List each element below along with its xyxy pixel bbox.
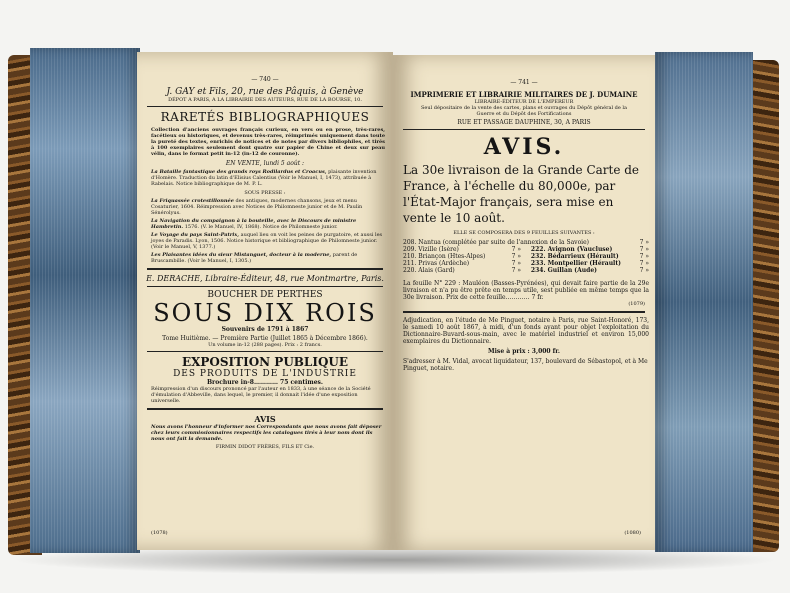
left-page bbox=[137, 52, 393, 550]
right-footer-number: (1080) bbox=[624, 530, 641, 536]
en-vente-label: EN VENTE, lundi 5 août : bbox=[225, 160, 305, 167]
format-line: Un volume in-12 (288 pages). Prix : 2 francs. bbox=[208, 342, 322, 348]
sheet-right: 234. Guillan (Aude) bbox=[530, 267, 597, 274]
presse-item-title: La Navigation du compaignon à la bouteille, avec le Discours de ministre Hambretin. bbox=[151, 218, 357, 230]
presse-item bbox=[137, 198, 393, 216]
avis-heading: AVIS. bbox=[483, 134, 565, 160]
author-name: BOUCHER DE PERTHES bbox=[207, 290, 323, 300]
expo-subtitle: DES PRODUITS DE L'INDUSTRIE bbox=[173, 369, 357, 379]
right-page-footer bbox=[393, 530, 655, 536]
big-title: SOUS DIX ROIS bbox=[153, 299, 377, 327]
header-subtitle: LIBRAIRE-ÉDITEUR DE L'EMPEREUR bbox=[474, 99, 574, 105]
sheet-right-price: 7 » bbox=[639, 246, 649, 253]
sheet-row bbox=[403, 239, 649, 246]
sheet-right: 233. Montpellier (Hérault) bbox=[530, 260, 621, 267]
sheet-left-price: 7 » bbox=[511, 267, 522, 274]
depot-line: DÉPOT A PARIS, A LA LIBRAIRIE DES AUTEURS, RUE DE LA BOURSE, 10. bbox=[168, 97, 362, 103]
announcement: La 30e livraison de la Grande Carte de France, à l'échelle du 80,000e, par l'État-Major français, sera mise en vente le 10 août. bbox=[403, 163, 640, 225]
sheets-list bbox=[393, 239, 655, 274]
right-page-edges bbox=[655, 52, 753, 552]
sheet-right: 232. Bédarrieux (Hérault) bbox=[530, 253, 619, 260]
publisher-line: J. GAY et Fils, 20, rue des Pâquis, à Genève bbox=[166, 87, 364, 97]
address-line: RUE ET PASSAGE DAUPHINE, 30, A PARIS bbox=[457, 119, 591, 126]
presse-item bbox=[137, 218, 393, 230]
presse-item-desc: des antiques, modernes chansons, jeux et menu Cosaturier, 1604. Réimpression avec Notices de Philomneste junior et de M. Paulin Sénérolyus. bbox=[151, 198, 363, 216]
sous-presse-label: SOUS PRESSE : bbox=[244, 190, 286, 196]
vente-item-title: La Bataille fantastique des grands roys Rodilardus et Croacus, bbox=[151, 169, 327, 175]
sheet-left-price: 7 » bbox=[511, 253, 522, 260]
sheet-left: 209. Vizille (Isère) bbox=[403, 246, 459, 253]
composition-line: ELLE SE COMPOSERA DES 9 FEUILLES SUIVANTES : bbox=[453, 230, 595, 236]
left-footer-number: (1078) bbox=[151, 530, 168, 536]
adjudication-text: Adjudication, en l'étude de Me Pinguet, notaire à Paris, rue Saint-Honoré, 173, le samedi 10 août 1867, à midi, d'un fonds ayant pour objet l'exploitation du Dictionnaire-Buvard-sous-main, avec le matériel industriel et environ 15,000 exemplaires du Dictionnaire. bbox=[403, 317, 649, 345]
right-page-number: — 741 — bbox=[510, 79, 538, 86]
expo-title: EXPOSITION PUBLIQUE bbox=[181, 355, 349, 369]
derache-line: E. DERACHE, Libraire-Éditeur, 48, rue Montmartre, Paris. bbox=[146, 274, 384, 283]
sheet-row bbox=[403, 246, 649, 253]
expo-description: Réimpression d'un discours prononcé par l'auteur en 1833, à une séance de la Société d'émulation d'Abbeville, dans lequel, le premier, il donnait l'idée d'une exposition universelle. bbox=[151, 386, 371, 404]
sheet-left: 220. Alais (Gard) bbox=[403, 267, 455, 274]
sheet-left-price: 7 » bbox=[511, 260, 522, 267]
brochure-line: Brochure in-8………… 75 centimes. bbox=[206, 379, 324, 386]
sheet-row bbox=[403, 253, 649, 260]
mise-a-prix: Mise à prix : 3,000 fr. bbox=[488, 348, 560, 355]
contact-text: S'adresser à M. Vidal, avocat liquidateur, 137, boulevard de Sébastopol, et à Me Pinguet, notaire. bbox=[403, 358, 648, 372]
presse-item bbox=[137, 232, 393, 250]
header-description: Seul dépositaire de la vente des cartes, plans et ouvrages du Dépôt général de la Guerre et du Dépôt des Fortifications bbox=[420, 105, 627, 117]
sheet-right-price: 7 » bbox=[639, 253, 649, 260]
header-title: IMPRIMERIE ET LIBRAIRIE MILITAIRES DE J. DUMAINE bbox=[410, 90, 638, 99]
sheet-right-price: 7 » bbox=[639, 260, 649, 267]
vente-item bbox=[137, 169, 393, 187]
sheet-left: 208. Nantua (complétée par suite de l'annexion de la Savoie) bbox=[403, 239, 589, 246]
right-page bbox=[393, 55, 655, 550]
signature: FIRMIN DIDOT FRÈRES, FILS ET Cie. bbox=[215, 444, 315, 450]
mauleon-note: La feuille N° 229 : Mauléon (Basses-Pyrénées), qui devait faire partie de la 29e livraison et n'a pu être prête en temps utile, sest publiée en même temps que la 30e livraison. Prix de cette feuille………… 7 fr. bbox=[403, 280, 649, 301]
left-page-number: — 740 — bbox=[251, 76, 279, 83]
left-page-edges bbox=[30, 48, 140, 553]
intro-text: Collection d'anciens ouvrages français curieux, en vers ou en prose, très-rares, facétieux ou historiques, et devenus très-rares, réimprimés uniquement dans toute la pureté des textes, enrichis de notices et de notes par divers bibliophiles, et tirés à 100 exemplaires seulement dont quatre sur papier de Chine et deux sur peau vélin, dans le format petit in-12 (in-12 de couronne). bbox=[151, 127, 385, 157]
sheet-left: 211. Privas (Ardèche) bbox=[403, 260, 470, 267]
section-title: RARETÉS BIBLIOGRAPHIQUES bbox=[160, 110, 370, 124]
presse-item-title: Le Voyage du pays Saint-Patrix, bbox=[151, 232, 240, 238]
avis-text: Nous avons l'honneur d'informer nos Correspondants que nous avons fait déposer chez leurs commissionnaires respectifs les catalogues tirés à leur nom dont ils nous ont fait la demande. bbox=[151, 424, 382, 442]
sheet-row bbox=[403, 260, 649, 267]
sheet-left-price: 7 » bbox=[511, 246, 522, 253]
sheet-right: 222. Avignon (Vaucluse) bbox=[530, 246, 613, 253]
sheet-left-price: 7 » bbox=[639, 239, 649, 246]
left-page-footer bbox=[137, 530, 393, 536]
presse-item bbox=[137, 252, 393, 264]
sheet-row bbox=[403, 267, 649, 274]
sheet-right-price: 7 » bbox=[639, 267, 649, 274]
ad-number: (1079) bbox=[628, 301, 645, 307]
subtitle: Souvenirs de 1791 à 1867 bbox=[221, 326, 309, 333]
presse-item-desc: parent de Bruscambille. (Voir le Manuel, I, 1305.) bbox=[151, 252, 358, 264]
presse-item-desc: 1576. (V. le Manuel, IV, 1868). Notice de Philomneste junior. bbox=[184, 224, 338, 230]
avis-title: AVIS bbox=[254, 414, 276, 424]
presse-item-title: Les Plaisantes idées du sieur Mistanguet, docteur à la moderne, bbox=[151, 252, 332, 258]
presse-item-title: La Friquassée crotestillonnée bbox=[151, 198, 234, 204]
presse-item-desc: auquel lieu on voit les peines de purgatoire, et aussi les joyes de Paradis. Lyon, 1506. Notice historique et bibliographique de Philomneste junior. (Voir le Manuel, V, 1377.) bbox=[151, 232, 383, 250]
vente-item-desc: plaisante invention d'Homère. Traduction du latin d'Elisius Calentius (Voir le Manuel, I, 1473), attribuée à Rabelais. Notice bibliographique de M. P. L. bbox=[151, 169, 377, 187]
sheet-left: 210. Briançon (Htes-Alpes) bbox=[403, 253, 486, 260]
volume-line: Tome Huitième. — Première Partie (Juillet 1865 à Décembre 1866). bbox=[162, 335, 368, 342]
